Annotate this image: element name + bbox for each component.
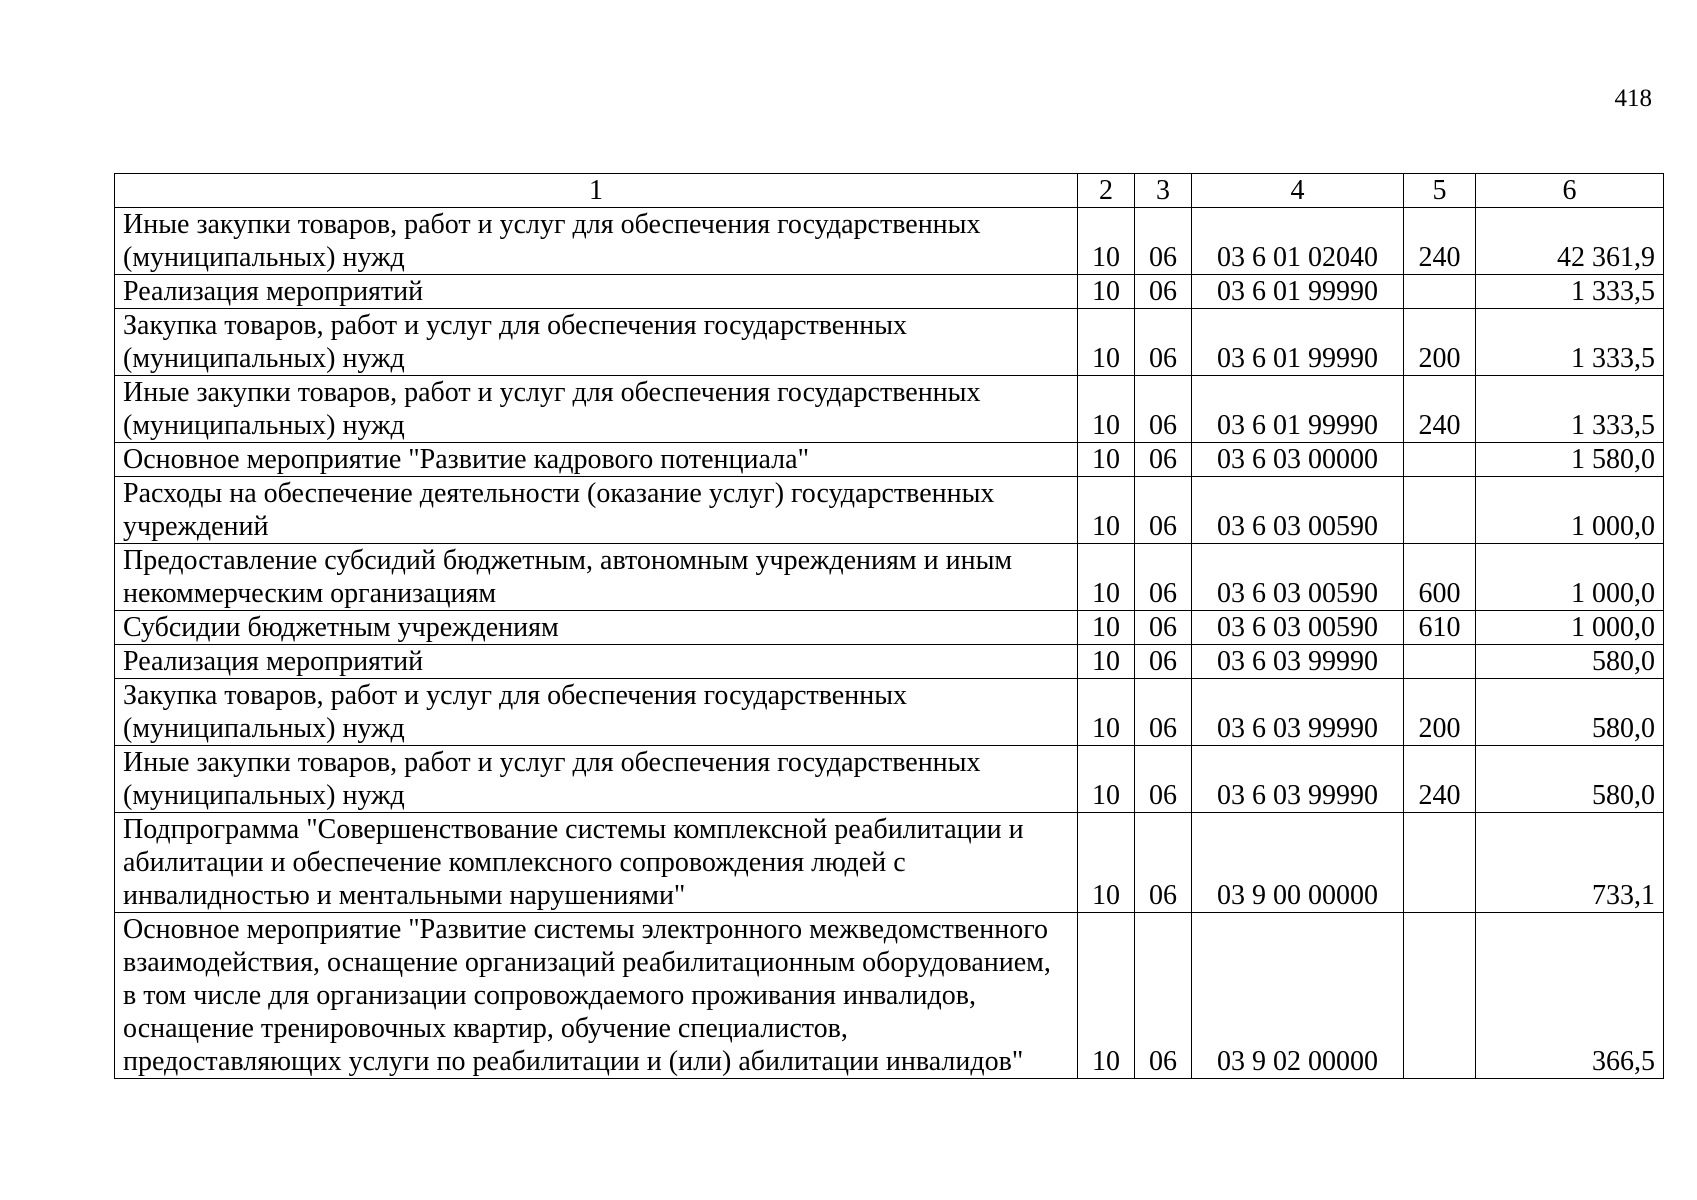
amount-cell: 1 000,0 (1476, 544, 1664, 611)
subsection-code-cell: 06 (1135, 746, 1192, 813)
section-code-cell: 10 (1078, 544, 1135, 611)
expense-type-cell (1404, 443, 1476, 477)
table-row (115, 477, 1664, 544)
table-row (115, 679, 1664, 746)
amount-cell: 1 580,0 (1476, 443, 1664, 477)
expense-type-cell (1404, 275, 1476, 309)
budget-table (114, 173, 1664, 1079)
expense-type-cell (1404, 645, 1476, 679)
subsection-code-cell: 06 (1135, 813, 1192, 913)
header-row (115, 174, 1664, 208)
target-article-cell: 03 6 03 00000 (1192, 443, 1404, 477)
section-code-cell: 10 (1078, 679, 1135, 746)
table-row (115, 275, 1664, 309)
target-article-cell: 03 6 01 99990 (1192, 309, 1404, 376)
expense-type-cell: 600 (1404, 544, 1476, 611)
table-row (115, 813, 1664, 913)
section-code-cell: 10 (1078, 208, 1135, 275)
amount-cell: 1 333,5 (1476, 275, 1664, 309)
section-code-cell: 10 (1078, 309, 1135, 376)
subsection-code-cell: 06 (1135, 376, 1192, 443)
header-cell: 5 (1404, 174, 1476, 208)
table-row (115, 746, 1664, 813)
target-article-cell: 03 6 03 99990 (1192, 746, 1404, 813)
subsection-code-cell: 06 (1135, 443, 1192, 477)
table-row (115, 913, 1664, 1079)
table-body (115, 208, 1664, 1079)
row-name-cell: Иные закупки товаров, работ и услуг для обеспечения государственных (муниципальных) нужд (115, 208, 1078, 275)
section-code-cell: 10 (1078, 813, 1135, 913)
row-name-cell: Подпрограмма "Совершенствование системы комплексной реабилитации и абилитации и обеспечение комплексного сопровождения людей с инвалидностью и ментальными нарушениями" (115, 813, 1078, 913)
header-cell: 3 (1135, 174, 1192, 208)
target-article-cell: 03 6 03 99990 (1192, 645, 1404, 679)
subsection-code-cell: 06 (1135, 275, 1192, 309)
expense-type-cell (1404, 813, 1476, 913)
amount-cell: 733,1 (1476, 813, 1664, 913)
subsection-code-cell: 06 (1135, 208, 1192, 275)
section-code-cell: 10 (1078, 611, 1135, 645)
row-name-cell: Расходы на обеспечение деятельности (оказание услуг) государственных учреждений (115, 477, 1078, 544)
subsection-code-cell: 06 (1135, 645, 1192, 679)
target-article-cell: 03 6 03 00590 (1192, 477, 1404, 544)
row-name-cell: Основное мероприятие "Развитие кадрового потенциала" (115, 443, 1078, 477)
target-article-cell: 03 6 03 00590 (1192, 611, 1404, 645)
table-row (115, 544, 1664, 611)
subsection-code-cell: 06 (1135, 477, 1192, 544)
table-row (115, 611, 1664, 645)
row-name-cell: Иные закупки товаров, работ и услуг для обеспечения государственных (муниципальных) нужд (115, 376, 1078, 443)
table-row (115, 443, 1664, 477)
row-name-cell: Реализация мероприятий (115, 645, 1078, 679)
amount-cell: 366,5 (1476, 913, 1664, 1079)
table-row (115, 376, 1664, 443)
row-name-cell: Закупка товаров, работ и услуг для обеспечения государственных (муниципальных) нужд (115, 679, 1078, 746)
expense-type-cell: 610 (1404, 611, 1476, 645)
amount-cell: 580,0 (1476, 746, 1664, 813)
amount-cell: 1 333,5 (1476, 309, 1664, 376)
subsection-code-cell: 06 (1135, 679, 1192, 746)
expense-type-cell: 240 (1404, 376, 1476, 443)
row-name-cell: Реализация мероприятий (115, 275, 1078, 309)
row-name-cell: Основное мероприятие "Развитие системы электронного межведомственного взаимодействия, оснащение организаций реабилитационным оборудованием, в том числе для организации сопровождаемого проживания инвалидов, оснащение тренировочных квартир, обучение специалистов, предоставляющих услуги по реабилитации и (или) абилитации инвалидов" (115, 913, 1078, 1079)
target-article-cell: 03 9 02 00000 (1192, 913, 1404, 1079)
amount-cell: 42 361,9 (1476, 208, 1664, 275)
subsection-code-cell: 06 (1135, 611, 1192, 645)
section-code-cell: 10 (1078, 913, 1135, 1079)
target-article-cell: 03 6 01 99990 (1192, 376, 1404, 443)
page-number: 418 (1614, 85, 1652, 112)
header-cell: 2 (1078, 174, 1135, 208)
amount-cell: 1 000,0 (1476, 477, 1664, 544)
header-cell: 6 (1476, 174, 1664, 208)
amount-cell: 580,0 (1476, 645, 1664, 679)
target-article-cell: 03 6 03 00590 (1192, 544, 1404, 611)
section-code-cell: 10 (1078, 746, 1135, 813)
expense-type-cell: 240 (1404, 746, 1476, 813)
subsection-code-cell: 06 (1135, 544, 1192, 611)
expense-type-cell: 200 (1404, 309, 1476, 376)
subsection-code-cell: 06 (1135, 309, 1192, 376)
target-article-cell: 03 6 01 99990 (1192, 275, 1404, 309)
header-cell: 4 (1192, 174, 1404, 208)
subsection-code-cell: 06 (1135, 913, 1192, 1079)
row-name-cell: Закупка товаров, работ и услуг для обеспечения государственных (муниципальных) нужд (115, 309, 1078, 376)
header-cell: 1 (115, 174, 1078, 208)
target-article-cell: 03 9 00 00000 (1192, 813, 1404, 913)
table-row (115, 309, 1664, 376)
target-article-cell: 03 6 01 02040 (1192, 208, 1404, 275)
amount-cell: 1 000,0 (1476, 611, 1664, 645)
table-row (115, 208, 1664, 275)
amount-cell: 1 333,5 (1476, 376, 1664, 443)
row-name-cell: Предоставление субсидий бюджетным, автономным учреждениям и иным некоммерческим организациям (115, 544, 1078, 611)
section-code-cell: 10 (1078, 443, 1135, 477)
table-row (115, 645, 1664, 679)
expense-type-cell (1404, 477, 1476, 544)
section-code-cell: 10 (1078, 376, 1135, 443)
section-code-cell: 10 (1078, 275, 1135, 309)
expense-type-cell: 200 (1404, 679, 1476, 746)
expense-type-cell: 240 (1404, 208, 1476, 275)
section-code-cell: 10 (1078, 645, 1135, 679)
amount-cell: 580,0 (1476, 679, 1664, 746)
target-article-cell: 03 6 03 99990 (1192, 679, 1404, 746)
row-name-cell: Иные закупки товаров, работ и услуг для обеспечения государственных (муниципальных) нужд (115, 746, 1078, 813)
section-code-cell: 10 (1078, 477, 1135, 544)
expense-type-cell (1404, 913, 1476, 1079)
row-name-cell: Субсидии бюджетным учреждениям (115, 611, 1078, 645)
